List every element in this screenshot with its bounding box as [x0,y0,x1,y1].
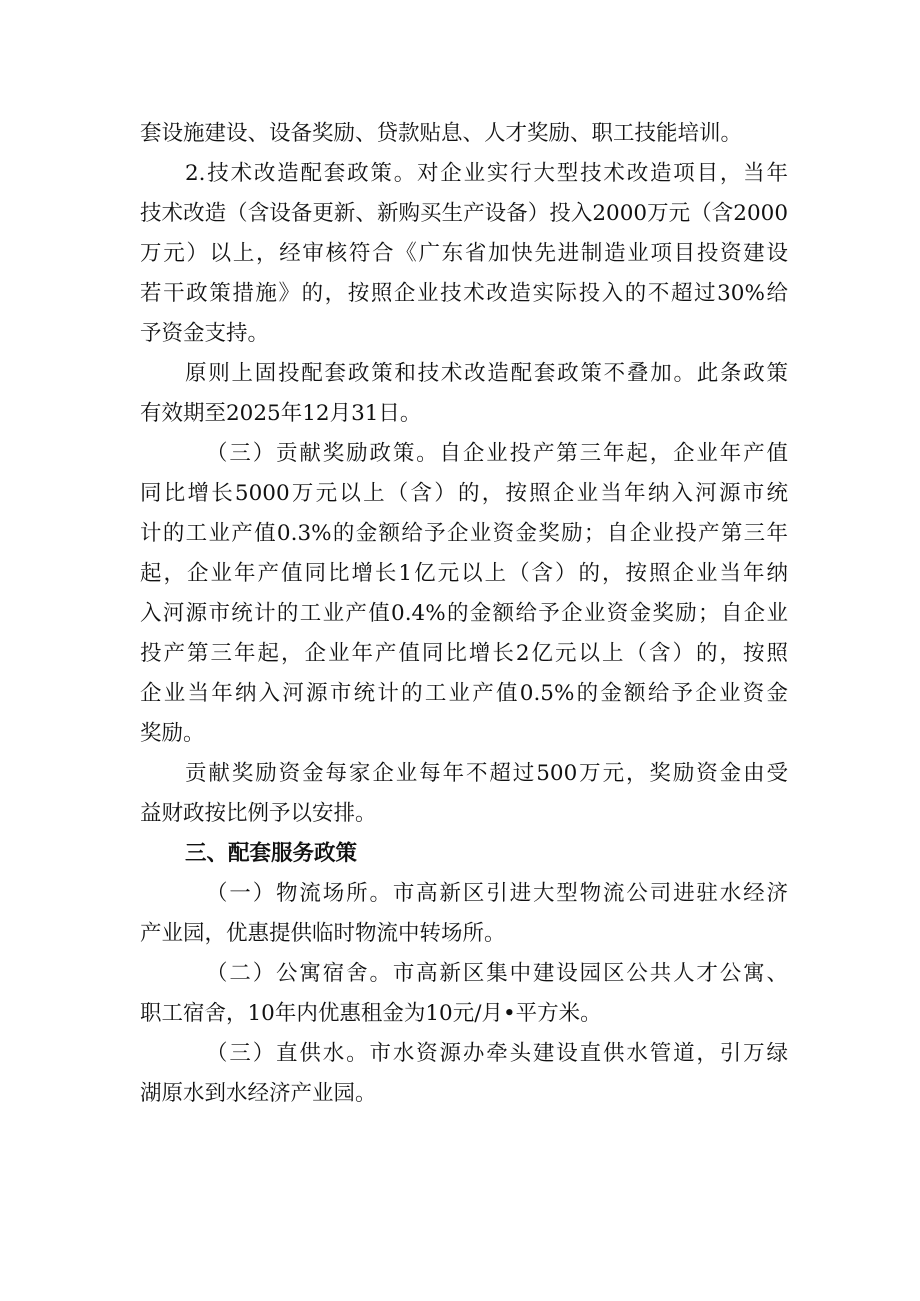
text-line: 起，企业年产值同比增长1亿元以上（含）的，按照企业当年纳 [140,561,788,586]
text-line: 若干政策措施》的，按照企业技术改造实际投入的不超过30%给 [140,281,788,306]
text-line: 奖励。 [140,721,205,746]
text-line: （一）物流场所。市高新区引进大型物流公司进驻水经济 [206,881,788,906]
document-page [140,114,788,1114]
text-line: 投产第三年起，企业年产值同比增长2亿元以上（含）的，按照 [140,641,788,666]
text-line: 益财政按比例予以安排。 [140,801,377,826]
text-line: 职工宿舍，10年内优惠租金为10元/月•平方米。 [140,1001,602,1026]
text-line: 原则上固投配套政策和技术改造配套政策不叠加。此条政策 [185,361,788,386]
text-line: 产业园，优惠提供临时物流中转场所。 [140,921,506,946]
text-line: 万元）以上，经审核符合《广东省加快先进制造业项目投资建设 [140,241,788,266]
paragraph [140,754,788,834]
text-line: 计的工业产值0.3%的金额给予企业资金奖励；自企业投产第三年 [140,521,788,546]
text-line: 有效期至2025年12月31日。 [140,401,422,426]
text-line: （二）公寓宿舍。市高新区集中建设园区公共人才公寓、 [206,961,788,986]
paragraph [140,434,788,754]
paragraph [140,874,788,954]
text-line: 予资金支持。 [140,321,270,346]
paragraph [140,1034,788,1114]
paragraph [140,154,788,354]
paragraph [140,954,788,1034]
paragraph [140,354,788,434]
text-line: 湖原水到水经济产业园。 [140,1081,377,1106]
text-line: 技术改造（含设备更新、新购买生产设备）投入2000万元（含2000 [140,201,788,226]
paragraph [140,114,788,154]
text-line: （三）贡献奖励政策。自企业投产第三年起，企业年产值 [206,441,788,466]
text-line: 2.技术改造配套政策。对企业实行大型技术改造项目，当年 [185,161,788,186]
text-line: 同比增长5000万元以上（含）的，按照企业当年纳入河源市统 [140,481,788,506]
section-heading [140,834,788,874]
text-line: （三）直供水。市水资源办牵头建设直供水管道，引万绿 [206,1041,788,1066]
text-line: 入河源市统计的工业产值0.4%的金额给予企业资金奖励；自企业 [140,601,788,626]
section-heading-text: 三、配套服务政策 [185,841,358,866]
text-line: 企业当年纳入河源市统计的工业产值0.5%的金额给予企业资金 [140,681,788,706]
text-line: 套设施建设、设备奖励、贷款贴息、人才奖励、职工技能培训。 [140,121,743,146]
text-line: 贡献奖励资金每家企业每年不超过500万元，奖励资金由受 [185,761,788,786]
